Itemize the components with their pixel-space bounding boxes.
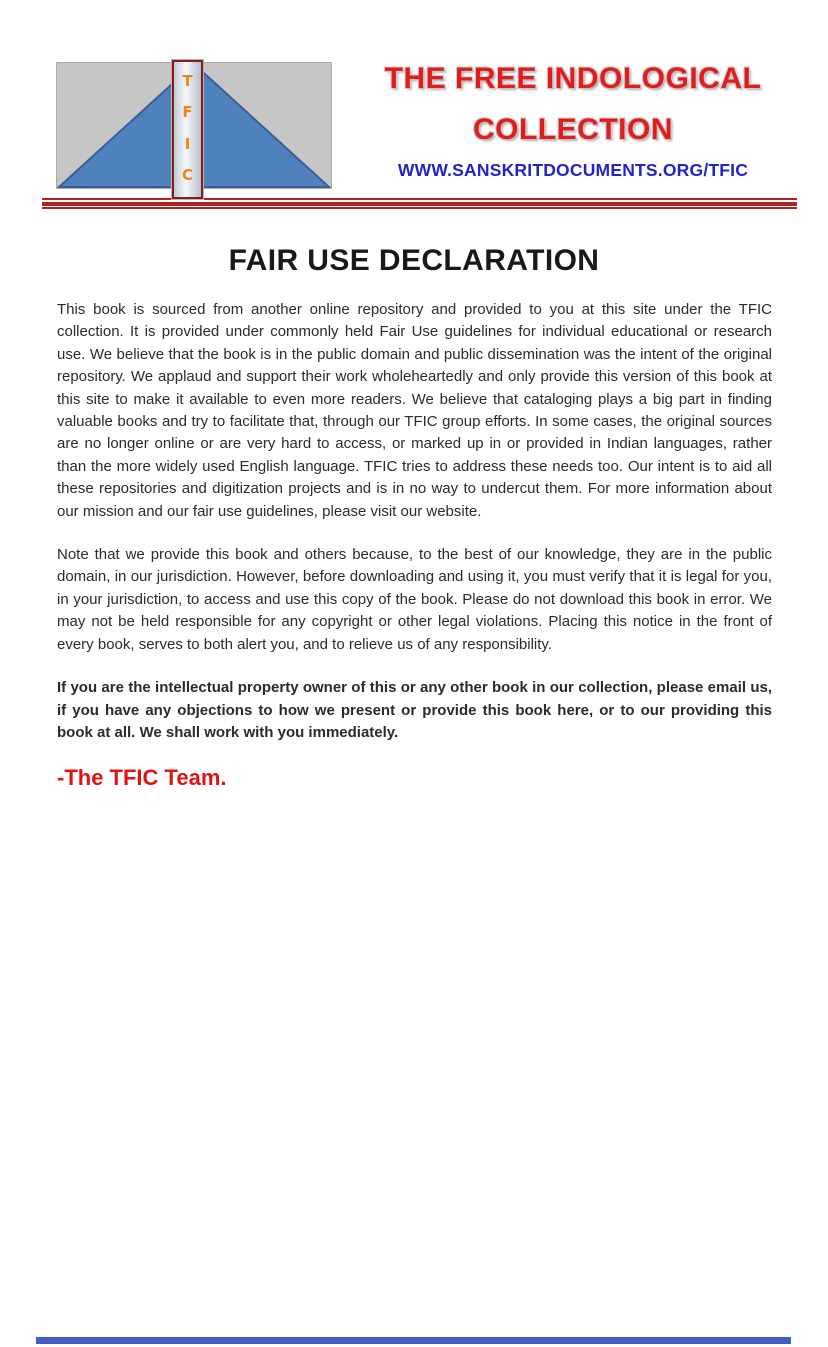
document-body	[0, 243, 828, 791]
tfic-logo-pillar	[172, 60, 203, 199]
red-divider-rule	[42, 198, 797, 209]
paragraph-sourcing: This book is sourced from another online repository and provided to you at this site under the TFIC collection. It is provided under commonly held Fair Use guidelines for individual educational or research use. We believe that the book is in the public domain and public dissemination was the intent of the original repository. We applaud and support their work wholeheartedly and only provide this version of this book at this site to make it available to even more readers. We believe that cataloging plays a big part in finding valuable books and try to facilitate that, through our TFIC group efforts. In some cases, the original sources are no longer online or are very hard to access, or marked up in or provided in Indian languages, rather than the more widely used English language. TFIC tries to address these needs too. Our intent is to aid all these repositories and digitization projects and is in no way to undercut them. For more information about our mission and our fair use guidelines, please visit our website.	[57, 301, 772, 520]
tfic-logo	[56, 62, 332, 189]
paragraph-property-owner: If you are the intellectual property owner of this or any other book in our collection, please email us, if you have any objections to how we present or provide this book here, or to our providing this book at all. We shall work with you immediately.	[57, 679, 772, 741]
declaration-text	[57, 299, 772, 791]
bottom-blue-bar	[36, 1337, 791, 1344]
header	[0, 0, 828, 189]
logo-letter-t: T	[182, 72, 193, 91]
collection-title-block	[332, 62, 792, 189]
logo-letter-i: I	[184, 134, 191, 153]
collection-url: WWW.SANSKRITDOCUMENTS.ORG/TFIC	[397, 160, 749, 180]
logo-letter-c: C	[181, 165, 193, 184]
collection-title-line2: COLLECTION	[473, 113, 673, 146]
logo-letter-f: F	[182, 103, 193, 122]
paragraph-legal-notice: Note that we provide this book and others because, to the best of our knowledge, they are in the public domain, in our jurisdiction. However, before downloading and using it, you must verify that it is legal for you, in your jurisdiction, to access and use this copy of the book. Please do not download this book in error. We may not be held responsible for any copyright or other legal violations. Placing this notice in the front of every book, serves to both alert you, and to relieve us of any responsibility.	[57, 546, 772, 653]
page-title: FAIR USE DECLARATION	[228, 244, 600, 277]
collection-title-line1: THE FREE INDOLOGICAL	[384, 62, 762, 95]
signature: -The TFIC Team.	[57, 765, 227, 791]
